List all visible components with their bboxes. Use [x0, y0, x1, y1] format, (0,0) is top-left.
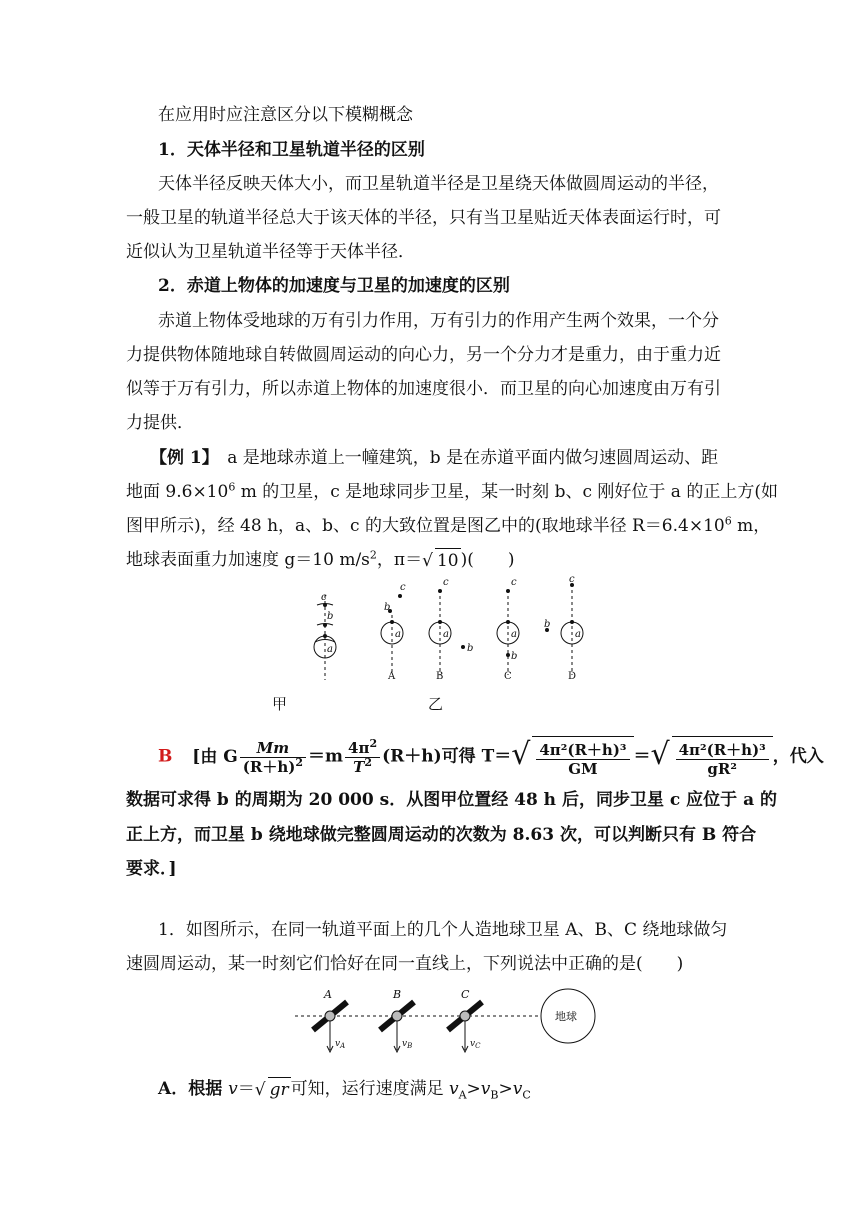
sqrt-10: √ 10 — [422, 548, 460, 573]
label-c-c: c — [511, 577, 517, 588]
paragraph-1-line-2: 一般卫星的轨道半径总大于该天体的半径，只有当卫星贴近天体表面运行时，可 — [126, 208, 721, 228]
label-b-jia: b — [327, 611, 334, 622]
label-vC: $v_C$ — [470, 1039, 481, 1050]
intro-text: 在应用时应注意区分以下模糊概念 — [158, 105, 413, 125]
label-c-d: c — [569, 574, 575, 585]
heading-2: 2．赤道上物体的加速度与卫星的加速度的区别 — [158, 276, 510, 296]
option-a-prefix: A．根据 — [158, 1079, 229, 1099]
example-q-3: m 的卫星，c 是地球同步卫星，某一时刻 b、c 刚好位于 a 的正上方(如 — [235, 482, 778, 502]
orbit-figure — [272, 574, 610, 715]
example-q-exp-3: 2 — [369, 548, 377, 562]
option-a-post: 可知，运行速度满足 — [290, 1079, 449, 1099]
solution-start: [由 G — [192, 746, 238, 767]
example-q-5: m， — [731, 516, 771, 536]
cmp-sub-a: A — [458, 1088, 467, 1102]
example-q-8: )( ) — [460, 550, 515, 570]
solution-tail: ，代入 — [772, 746, 824, 767]
label-sat-B: B — [393, 988, 402, 1001]
label-b-a: b — [384, 602, 391, 613]
option-label-C: C — [504, 671, 512, 682]
solution-rh: (R＋h)可得 T＝ — [382, 746, 512, 767]
example-q-2: 地面 9.6×10 — [126, 482, 229, 502]
cmp-v3: >v — [498, 1079, 523, 1099]
example-q-4: 图甲所示)，经 48 h，a、b、c 的大致位置是图乙中的(取地球半径 R＝6.4×10 — [126, 516, 725, 536]
option-label-A: A — [388, 671, 396, 682]
answer-letter: B — [158, 746, 173, 767]
label-vB: $v_B$ — [402, 1039, 413, 1050]
cmp-sub-c: C — [522, 1088, 531, 1102]
exercise-line-2: 速圆周运动，某一时刻它们恰好在同一直线上，下列说法中正确的是( ) — [126, 954, 684, 974]
label-c-b: c — [443, 577, 449, 588]
option-label-B: B — [436, 671, 444, 682]
solution-eq: ＝m — [308, 746, 344, 767]
exercise-option-A — [158, 1077, 531, 1102]
label-a-jia: a — [327, 644, 333, 655]
example-q-7: ，π＝ — [376, 550, 423, 570]
option-a-eq: ＝ — [237, 1079, 255, 1099]
paragraph-2-line-2: 力提供物体随地球自转做圆周运动的向心力，另一个分力才是重力，由于重力近 — [126, 345, 721, 365]
label-b-c: b — [511, 651, 518, 662]
label-a-a: a — [395, 629, 401, 640]
label-vA: $v_A$ — [335, 1039, 346, 1050]
example-q-6: 地球表面重力加速度 g＝10 m/s — [126, 550, 370, 570]
solution-line-4: 要求．] — [126, 859, 177, 879]
paragraph-2-line-4: 力提供． — [126, 413, 194, 433]
example-line-1 — [150, 446, 718, 470]
label-c-a: c — [400, 582, 406, 593]
option-label-D: D — [568, 671, 577, 682]
frac-mm: $\frac{Mm}{(R+h)^2}$ — [240, 739, 306, 776]
example-line-2 — [126, 480, 778, 504]
paragraph-1-line-1: 天体半径反映天体大小，而卫星轨道半径是卫星绕天体做圆周运动的半径， — [158, 174, 719, 194]
sqrt-gr: √ gr — [255, 1077, 291, 1102]
example-q-exp-1: 6 — [228, 480, 236, 494]
option-a-v: v — [228, 1079, 238, 1099]
label-c-jia: c — [321, 592, 327, 603]
example-tag: 【例 1】 — [150, 448, 211, 468]
sqrt-gm: √ $\frac{\text{4π²(R＋h)³}}{GM}$ — [511, 733, 633, 781]
cmp-v1: v — [448, 1079, 459, 1099]
example-line-3 — [126, 514, 770, 538]
label-earth: 地球 — [555, 1010, 577, 1023]
solution-line-3: 正上方，而卫星 b 绕地球做完整圆周运动的次数为 8.63 次，可以判断只有 B 符合 — [126, 825, 757, 845]
frac-4pi2: $\frac{4\pi^2}{T^2}$ — [345, 739, 380, 776]
label-a-c: a — [511, 629, 517, 640]
label-a-b: a — [443, 629, 449, 640]
example-line-4 — [126, 548, 514, 573]
label-a-d: a — [575, 629, 581, 640]
example-q-exp-2: 6 — [724, 514, 732, 528]
label-b-d: b — [544, 619, 551, 630]
solution-formula-line: B [由 G $\frac{Mm}{(R+h)^2}$ ＝m $\frac{4\pi^2}{T^2}$ (R＋h)可得 T＝√ $\frac{\text{4π²(R＋h)³}}{GM}$ ＝√ $\frac{\text{4π²(R＋h)³}}{\text{gR²}}$ ，代入 — [158, 733, 824, 781]
caption-jia: 甲 — [272, 695, 288, 713]
satellite-figure — [295, 988, 595, 1060]
cmp-v2: >v — [466, 1079, 491, 1099]
solution-line-2: 数据可求得 b 的周期为 20 000 s．从图甲位置经 48 h 后，同步卫星 c 应位于 a 的 — [126, 790, 778, 810]
exercise-line-1: 1．如图所示，在同一轨道平面上的几个人造地球卫星 A、B、C 绕地球做匀 — [158, 920, 728, 940]
paragraph-2-line-3: 似等于万有引力，所以赤道上物体的加速度很小．而卫星的向心加速度由万有引 — [126, 379, 721, 399]
paragraph-1-line-3: 近似认为卫星轨道半径等于天体半径． — [126, 242, 415, 262]
label-sat-A: A — [324, 988, 332, 1001]
example-q-1: a 是地球赤道上一幢建筑，b 是在赤道平面内做匀速圆周运动、距 — [227, 448, 719, 468]
caption-yi: 乙 — [428, 695, 444, 713]
sqrt-gr2: √ $\frac{\text{4π²(R＋h)³}}{\text{gR²}}$ — [651, 733, 773, 781]
label-sat-C: C — [461, 988, 470, 1001]
heading-1: 1．天体半径和卫星轨道半径的区别 — [158, 140, 425, 160]
paragraph-2-line-1: 赤道上物体受地球的万有引力作用，万有引力的作用产生两个效果，一个分 — [158, 311, 719, 331]
cmp-sub-b: B — [490, 1088, 499, 1102]
label-b-b: b — [467, 643, 474, 654]
